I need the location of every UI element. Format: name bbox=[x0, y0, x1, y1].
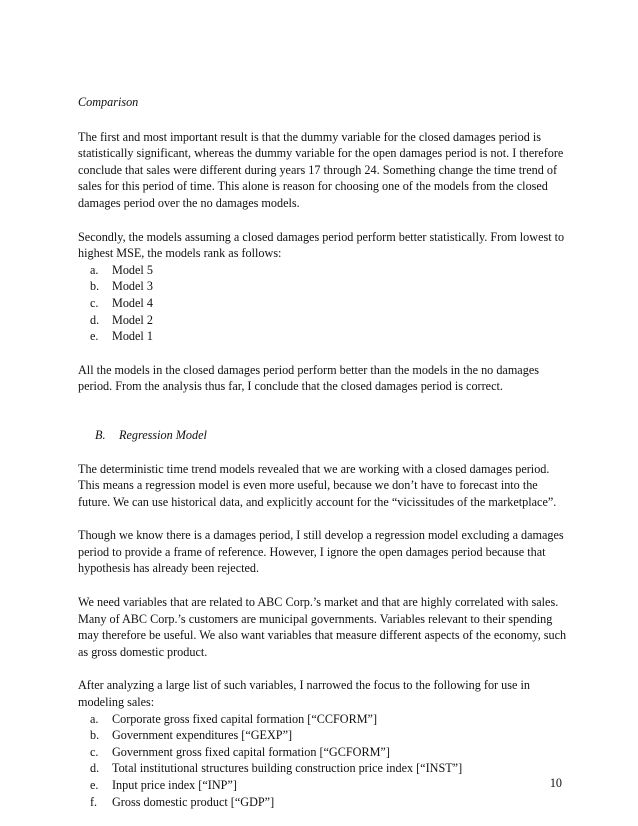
list-marker: f. bbox=[90, 794, 98, 809]
list-item-text: Government gross fixed capital formation [“GCFORM”] bbox=[112, 744, 390, 759]
section-heading-comparison: Comparison bbox=[78, 95, 139, 109]
list-item-text: Gross domestic product [“GDP”] bbox=[112, 794, 275, 809]
page-number: 10 bbox=[549, 776, 562, 790]
list-item-text: Model 4 bbox=[112, 295, 153, 310]
paragraph-variable-selection: We need variables that are related to ABC Corp.’s market and that are highly correlated with sales. Many of ABC Corp.’s customers are municipal governments. Variables relevant to their spending may therefore be useful. We also want variables that measure different aspects of the economy, such as gross domestic product. bbox=[78, 595, 567, 659]
spacer bbox=[78, 212, 568, 229]
subsection-title: Regression Model bbox=[119, 427, 207, 442]
list-item-text: Corporate gross fixed capital formation [“CCFORM”] bbox=[112, 711, 378, 726]
list-marker: e. bbox=[90, 329, 99, 344]
spacer bbox=[78, 444, 568, 461]
list-marker: d. bbox=[90, 312, 100, 327]
variables-list bbox=[78, 711, 568, 811]
list-item-text: Input price index [“INP”] bbox=[112, 778, 237, 792]
list-item bbox=[78, 328, 568, 345]
list-item-text: Government expenditures [“GEXP”] bbox=[112, 728, 293, 743]
paragraph-regression-usefulness: The deterministic time trend models revealed that we are working with a closed damages period. This means a regression model is even more useful, because we don’t have to forecast into the future. We can use historical data, and explicitly account for the “vicissitudes of the marketplace”. bbox=[78, 461, 557, 509]
list-item-text: Model 2 bbox=[112, 312, 153, 327]
list-item-text: Model 5 bbox=[112, 262, 153, 277]
spacer bbox=[78, 395, 568, 427]
list-marker: b. bbox=[90, 728, 100, 743]
spacer bbox=[78, 345, 568, 362]
list-item-text: Total institutional structures building construction price index [“INST”] bbox=[112, 761, 463, 776]
list-item bbox=[78, 727, 568, 744]
list-item bbox=[78, 295, 568, 312]
model-ranking-list bbox=[78, 262, 568, 345]
list-marker: b. bbox=[90, 279, 100, 294]
list-item bbox=[78, 262, 568, 279]
list-item bbox=[78, 278, 568, 295]
list-item-text: Model 1 bbox=[112, 329, 153, 344]
paragraph-mse-ranking-intro: Secondly, the models assuming a closed damages period perform better statistically. From lowest to highest MSE, the models rank as follows: bbox=[78, 229, 565, 261]
list-marker: a. bbox=[90, 711, 99, 726]
spacer bbox=[78, 111, 568, 129]
spacer bbox=[78, 660, 568, 677]
list-item bbox=[78, 760, 568, 777]
list-item-text: Model 3 bbox=[112, 279, 153, 294]
paragraph-frame-of-reference: Though we know there is a damages period, I still develop a regression model excluding a damages period to provide a frame of reference. However, I ignore the open damages period because that hypothesis has already been rejected. bbox=[78, 528, 564, 576]
list-item bbox=[78, 794, 568, 811]
subsection-heading-regression-model bbox=[78, 427, 568, 444]
list-marker: a. bbox=[90, 262, 99, 277]
list-item bbox=[78, 744, 568, 761]
list-marker: c. bbox=[90, 744, 99, 759]
spacer bbox=[78, 577, 568, 594]
spacer bbox=[78, 510, 568, 527]
paragraph-closed-period-conclusion: All the models in the closed damages period perform better than the models in the no damages period. From the analysis thus far, I conclude that the closed damages period is correct. bbox=[78, 362, 539, 394]
list-item bbox=[78, 777, 568, 794]
list-marker: c. bbox=[90, 295, 99, 310]
subsection-marker: B. bbox=[95, 427, 106, 442]
list-marker: e. bbox=[90, 778, 99, 792]
paragraph-variables-intro: After analyzing a large list of such variables, I narrowed the focus to the following for use in modeling sales: bbox=[78, 678, 530, 710]
paragraph-dummy-variable-result: The first and most important result is that the dummy variable for the closed damages period is statistically significant, whereas the dummy variable for the open damages period is not. I therefore conclude that sales were different during years 17 through 24. Something change the time trend of sales for this period of time. This alone is reason for choosing one of the models from the closed damages period over the no damages models. bbox=[78, 129, 564, 210]
list-item bbox=[78, 312, 568, 329]
list-marker: d. bbox=[90, 761, 100, 776]
list-item bbox=[78, 711, 568, 728]
